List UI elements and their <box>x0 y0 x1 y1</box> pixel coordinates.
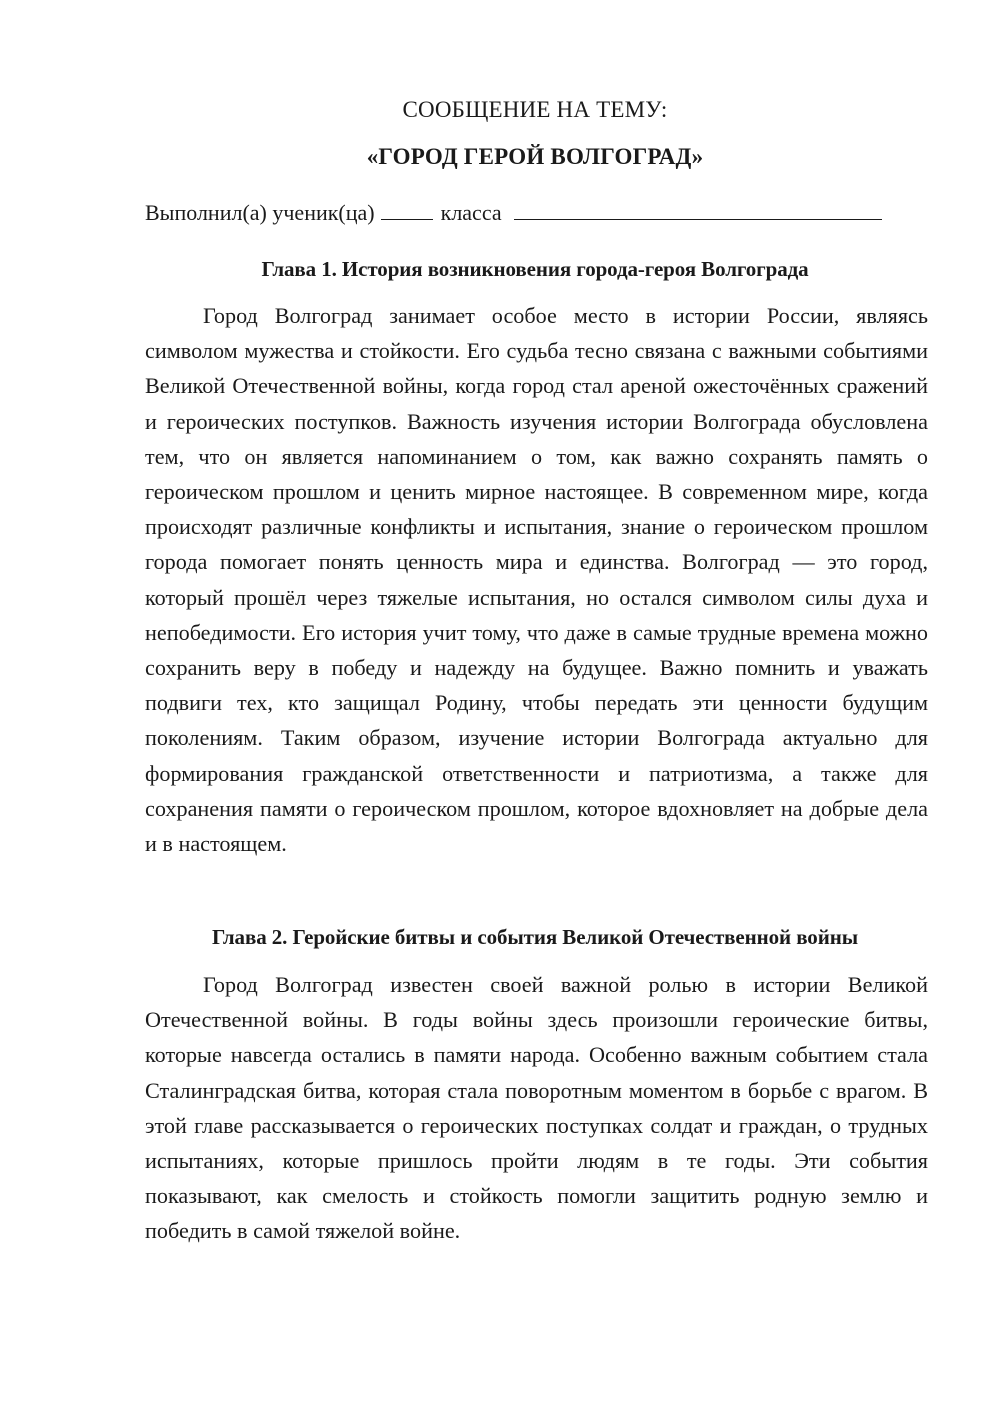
chapter-1-heading: Глава 1. История возникновения города-героя Волгограда <box>261 257 809 281</box>
chapter-2-heading: Глава 2. Геройские битвы и события Великой Отечественной войны <box>211 925 858 949</box>
chapter-2-text: Город Волгоград известен своей важной ролью в истории Великой Отечественной войны. В годы войны здесь произошли героические битвы, которые навсегда остались в памяти народа. Особенно важным событием стала Сталинградская битва, которая стала поворотным моментом в борьбе с врагом. В этой главе рассказывается о героических поступках солдат и граждан, о трудных испытаниях, которые пришлось пройти людям в те годы. Эти события показывают, как смелость и стойкость помогли защитить родную землю и победить в самой тяжелой войне. <box>145 972 928 1244</box>
grade-blank <box>381 199 433 220</box>
author-label: Выполнил(а) ученик(ца) <box>145 200 375 225</box>
chapter-1-text: Город Волгоград занимает особое место в истории России, являясь символом мужества и стойкости. Его судьба тесно связана с важными событиями Великой Отечественной войны, когда город стал ареной ожесточённых сражений и героических поступков. Важность изучения истории Волгограда обусловлена тем, что он является напоминанием о том, как важно сохранять память о героическом прошлом и ценить мирное настоящее. В современном мире, когда происходят различные конфликты и испытания, знание о героическом прошлом города помогает понять ценность мира и единства. Волгоград — это город, который прошёл через тяжелые испытания, но остался символом силы духа и непобедимости. Его история учит тому, что даже в самые трудные времена можно сохранить веру в победу и надежду на будущее. Важно помнить и уважать подвиги тех, кто защищал Родину, чтобы передать эти ценности будущим поколениям. Таким образом, изучение истории Волгограда актуально для формирования гражданской ответственности и патриотизма, а также для сохранения памяти о героическом прошлом, которое вдохновляет на добрые дела и в настоящем. <box>145 303 928 857</box>
class-label: класса <box>440 200 502 225</box>
document-title-line-1: СООБЩЕНИЕ НА ТЕМУ: <box>402 97 668 122</box>
author-line <box>145 199 882 226</box>
name-blank <box>514 199 882 220</box>
document-title-line-2: «ГОРОД ГЕРОЙ ВОЛГОГРАД» <box>366 144 704 169</box>
